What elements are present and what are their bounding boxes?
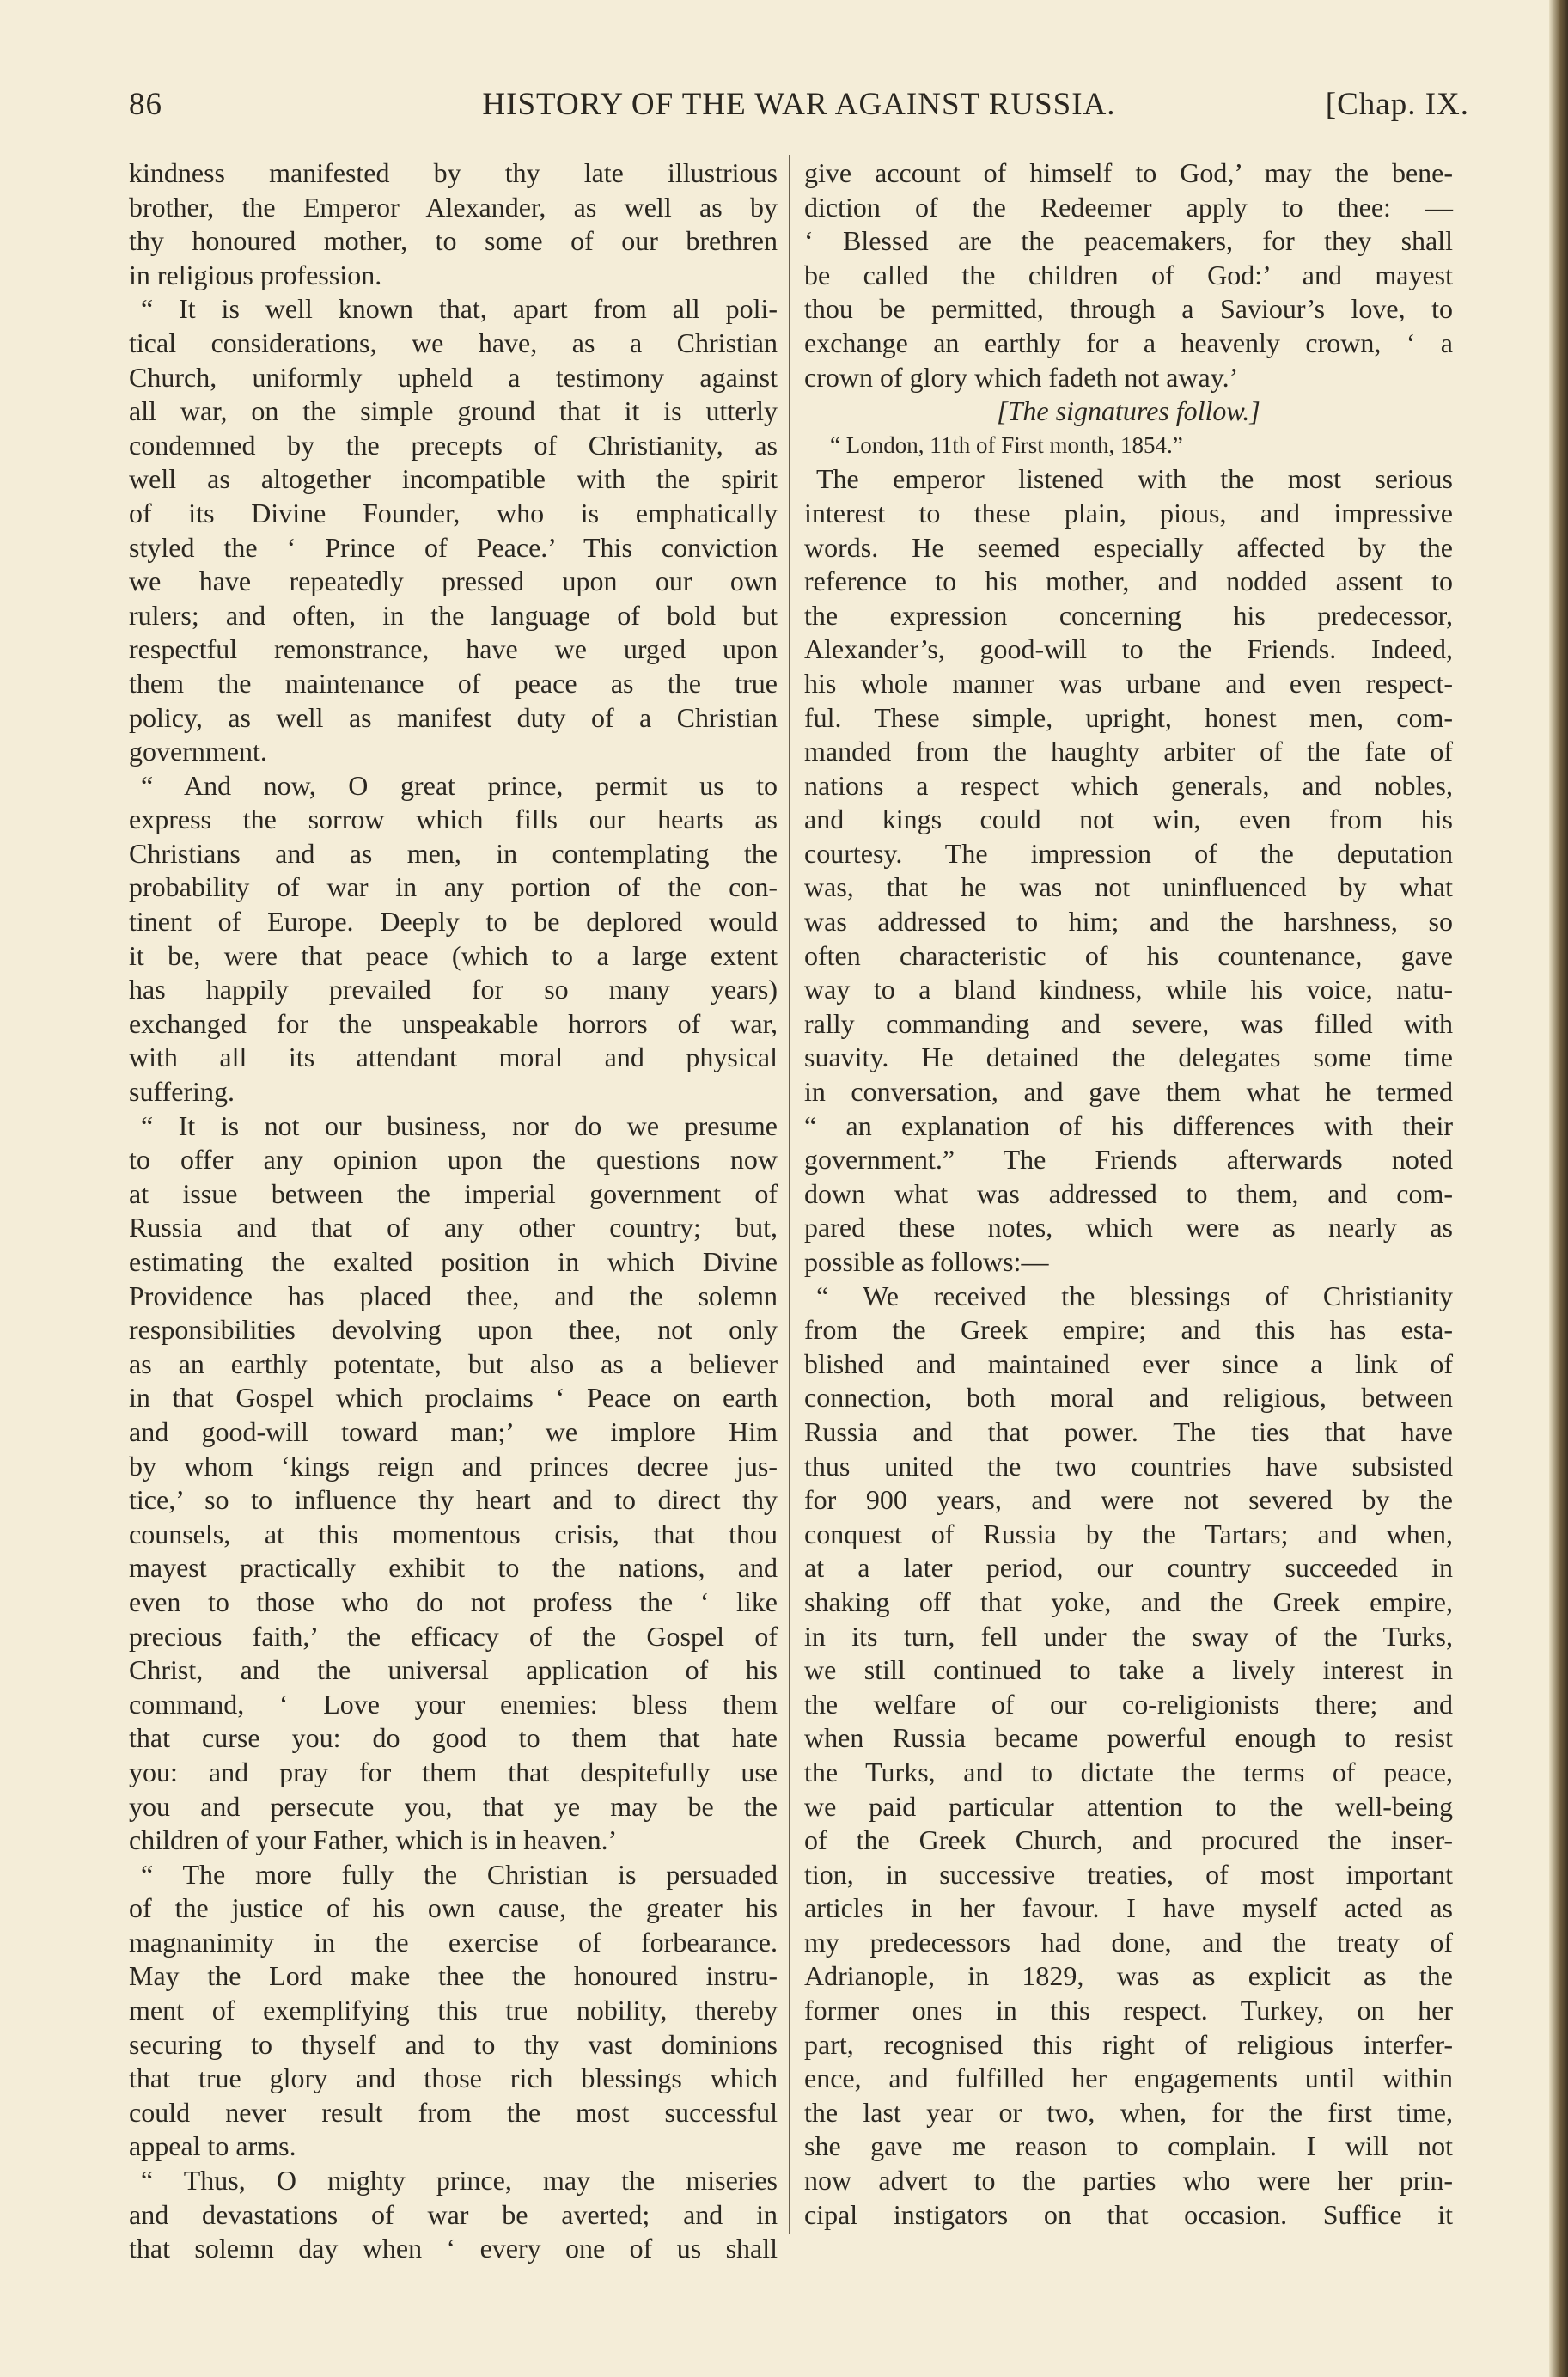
text-line: his whole manner was urbane and even respect- xyxy=(804,667,1453,699)
text-line: Adrianople, in 1829, was as explicit as the xyxy=(804,1960,1453,1992)
text-line: “ London, 11th of First month, 1854.” xyxy=(830,431,1183,458)
text-line: brother, the Emperor Alexander, as well as by xyxy=(129,191,778,223)
text-line: policy, as well as manifest duty of a Christian xyxy=(129,701,778,733)
left-column xyxy=(129,156,778,2266)
text-line: of the Greek Church, and procured the inser- xyxy=(804,1824,1453,1856)
text-line: government.” The Friends afterwards noted xyxy=(804,1144,1453,1176)
text-line: shaking off that yoke, and the Greek empire, xyxy=(804,1586,1453,1617)
text-line: as an earthly potentate, but also as a believer xyxy=(129,1347,778,1379)
text-line: in religious profession. xyxy=(129,259,382,290)
text-line: ful. These simple, upright, honest men, com- xyxy=(804,701,1453,733)
page-edge-shadow xyxy=(1549,0,1568,2377)
text-line: way to a bland kindness, while his voice, natu- xyxy=(804,974,1453,1005)
text-line: courtesy. The impression of the deputation xyxy=(804,837,1453,869)
text-line: styled the ‘ Prince of Peace.’ This conviction xyxy=(129,531,778,563)
text-line: precious faith,’ the efficacy of the Gospel of xyxy=(129,1620,778,1652)
paragraph xyxy=(804,156,1453,394)
text-line: thy honoured mother, to some of our brethren xyxy=(129,225,778,257)
text-line: pared these notes, which were as nearly as xyxy=(804,1212,1453,1243)
text-line: May the Lord make thee the honoured instru- xyxy=(129,1960,778,1992)
text-line: children of your Father, which is in heaven.’ xyxy=(129,1824,618,1856)
text-line: now advert to the parties who were her prin- xyxy=(804,2165,1453,2197)
text-line: and kings could not win, even from his xyxy=(804,804,1453,835)
text-line: Russia and that power. The ties that have xyxy=(804,1415,1453,1447)
text-line: responsibilities devolving upon thee, not only xyxy=(129,1314,778,1346)
text-line: Christ, and the universal application of his xyxy=(129,1654,778,1686)
text-line: ‘ Blessed are the peacemakers, for they shall xyxy=(804,225,1453,257)
text-line: my predecessors had done, and the treaty of xyxy=(804,1926,1453,1958)
text-line: “ And now, O great prince, permit us to xyxy=(141,769,778,801)
text-line: them the maintenance of peace as the true xyxy=(129,667,778,699)
text-line: that solemn day when ‘ every one of us shall xyxy=(129,2233,778,2264)
text-line: the welfare of our co-religionists there; and xyxy=(804,1688,1453,1720)
text-line: rally commanding and severe, was filled with xyxy=(804,1007,1453,1039)
text-line: diction of the Redeemer apply to thee: — xyxy=(804,191,1453,223)
text-line: down what was addressed to them, and com- xyxy=(804,1177,1453,1209)
text-line: tion, in successive treaties, of most important xyxy=(804,1858,1453,1890)
text-line: “ Thus, O mighty prince, may the miseries xyxy=(141,2165,778,2197)
right-column xyxy=(804,156,1453,2232)
text-line: give account of himself to God,’ may the bene- xyxy=(804,157,1453,188)
text-line: to offer any opinion upon the questions now xyxy=(129,1144,778,1176)
text-line: rulers; and often, in the language of bold but xyxy=(129,599,778,631)
text-line: “ It is well known that, apart from all poli- xyxy=(141,293,778,325)
text-line: part, recognised this right of religious interfer- xyxy=(804,2028,1453,2060)
text-line: was, that he was not uninfluenced by what xyxy=(804,871,1453,903)
text-line: condemned by the precepts of Christianity, as xyxy=(129,429,778,461)
text-line: reference to his mother, and nodded assent to xyxy=(804,565,1453,597)
text-line: with all its attendant moral and physical xyxy=(129,1042,778,1073)
text-line: mayest practically exhibit to the nations, and xyxy=(129,1552,778,1584)
text-line: blished and maintained ever since a link of xyxy=(804,1347,1453,1379)
text-line: when Russia became powerful enough to resist xyxy=(804,1722,1453,1754)
text-line: conquest of Russia by the Tartars; and when, xyxy=(804,1518,1453,1549)
text-line: it be, were that peace (which to a large extent xyxy=(129,939,778,971)
text-line: we still continued to take a lively interest in xyxy=(804,1654,1453,1686)
text-line: articles in her favour. I have myself acted as xyxy=(804,1892,1453,1924)
text-line: “ an explanation of his differences with their xyxy=(804,1109,1453,1141)
text-line: manded from the haughty arbiter of the fate of xyxy=(804,736,1453,767)
text-line: at issue between the imperial government of xyxy=(129,1177,778,1209)
text-line: and devastations of war be averted; and in xyxy=(129,2198,778,2230)
text-line: former ones in this respect. Turkey, on her xyxy=(804,1995,1453,2026)
text-line: probability of war in any portion of the con- xyxy=(129,871,778,903)
text-line: “ We received the blessings of Christianity xyxy=(816,1280,1453,1311)
text-line: “ The more fully the Christian is persuaded xyxy=(141,1858,778,1890)
text-line: Russia and that of any other country; but, xyxy=(129,1212,778,1243)
text-line: possible as follows:— xyxy=(804,1246,1049,1277)
dateline xyxy=(804,429,1453,463)
text-line: interest to these plain, pious, and impressive xyxy=(804,497,1453,529)
text-line: cipal instigators on that occasion. Suffice it xyxy=(804,2198,1453,2230)
text-line: Christians and as men, in contemplating the xyxy=(129,837,778,869)
text-line: government. xyxy=(129,736,267,767)
text-line: securing to thyself and to thy vast dominions xyxy=(129,2028,778,2060)
text-line: the Turks, and to dictate the terms of peace, xyxy=(804,1756,1453,1787)
text-line: appeal to arms. xyxy=(129,2130,296,2162)
text-line: from the Greek empire; and this has esta- xyxy=(804,1314,1453,1346)
text-line: tinent of Europe. Deeply to be deplored would xyxy=(129,906,778,938)
text-line: tice,’ so to influence thy heart and to direct thy xyxy=(129,1484,778,1516)
text-line: suffering. xyxy=(129,1076,235,1108)
chapter-label: [Chap. IX. xyxy=(1325,87,1469,122)
text-line: could never result from the most successful xyxy=(129,2096,778,2128)
text-line: connection, both moral and religious, between xyxy=(804,1382,1453,1414)
paragraph xyxy=(129,292,778,768)
text-line: The emperor listened with the most serious xyxy=(816,463,1453,495)
text-line: Providence has placed thee, and the solemn xyxy=(129,1280,778,1311)
text-line: at a later period, our country succeeded in xyxy=(804,1552,1453,1584)
text-line: exchange an earthly for a heavenly crown, ‘ a xyxy=(804,327,1453,358)
text-line: the last year or two, when, for the first time, xyxy=(804,2096,1453,2128)
text-line: ence, and fulfilled her engagements until within xyxy=(804,2062,1453,2094)
text-line: by whom ‘kings reign and princes decree jus- xyxy=(129,1450,778,1482)
text-line: Alexander’s, good-will to the Friends. Indeed, xyxy=(804,633,1453,665)
text-line: express the sorrow which fills our hearts as xyxy=(129,804,778,835)
text-line: kindness manifested by thy late illustrious xyxy=(129,157,778,188)
text-line: the expression concerning his predecessor, xyxy=(804,599,1453,631)
paragraph xyxy=(129,2164,778,2266)
text-line: you and persecute you, that ye may be the xyxy=(129,1790,778,1822)
text-line: that curse you: do good to them that hate xyxy=(129,1722,778,1754)
text-line: words. He seemed especially affected by the xyxy=(804,531,1453,563)
text-line: estimating the exalted position in which Divine xyxy=(129,1246,778,1277)
text-line: for 900 years, and were not severed by the xyxy=(804,1484,1453,1516)
page-number: 86 xyxy=(129,87,162,122)
text-line: command, ‘ Love your enemies: bless them xyxy=(129,1688,778,1720)
text-line: in that Gospel which proclaims ‘ Peace on earth xyxy=(129,1382,778,1414)
text-line: that true glory and those rich blessings which xyxy=(129,2062,778,2094)
text-line: exchanged for the unspeakable horrors of war, xyxy=(129,1007,778,1039)
running-title: HISTORY OF THE WAR AGAINST RUSSIA. xyxy=(482,87,1116,122)
text-line: has happily prevailed for so many years) xyxy=(129,974,778,1005)
paragraph xyxy=(804,462,1453,1279)
running-header xyxy=(129,86,1469,129)
text-line: well as altogether incompatible with the spirit xyxy=(129,463,778,495)
text-line: respectful remonstrance, have we urged upon xyxy=(129,633,778,665)
text-line: in conversation, and gave them what he termed xyxy=(804,1076,1453,1108)
paragraph xyxy=(129,1858,778,2164)
paragraph xyxy=(804,1280,1453,2233)
text-line: thou be permitted, through a Saviour’s love, to xyxy=(804,293,1453,325)
text-line: of its Divine Founder, who is emphatically xyxy=(129,497,778,529)
paragraph xyxy=(129,769,778,1109)
text-line: we paid particular attention to the well-being xyxy=(804,1790,1453,1822)
text-line: be called the children of God:’ and mayest xyxy=(804,259,1453,290)
text-line: of the justice of his own cause, the greater his xyxy=(129,1892,778,1924)
text-line: magnanimity in the exercise of forbearance. xyxy=(129,1926,778,1958)
text-line: all war, on the simple ground that it is utterly xyxy=(129,395,778,427)
text-line: thus united the two countries have subsisted xyxy=(804,1450,1453,1482)
text-line: [The signatures follow.] xyxy=(997,395,1260,427)
text-line: we have repeatedly pressed upon our own xyxy=(129,565,778,597)
text-line: ment of exemplifying this true nobility, thereby xyxy=(129,1995,778,2026)
paragraph xyxy=(129,1109,778,1858)
text-line: crown of glory which fadeth not away.’ xyxy=(804,361,1239,393)
text-line: in its turn, fell under the sway of the Turks, xyxy=(804,1620,1453,1652)
text-line: tical considerations, we have, as a Christian xyxy=(129,327,778,358)
paragraph xyxy=(129,156,778,292)
signature-note xyxy=(804,394,1453,429)
text-line: suavity. He detained the delegates some time xyxy=(804,1042,1453,1073)
text-line: and good-will toward man;’ we implore Him xyxy=(129,1415,778,1447)
text-line: was addressed to him; and the harshness, so xyxy=(804,906,1453,938)
column-divider xyxy=(789,155,790,2234)
text-line: even to those who do not profess the ‘ like xyxy=(129,1586,778,1617)
text-line: you: and pray for them that despitefully use xyxy=(129,1756,778,1787)
text-line: counsels, at this momentous crisis, that thou xyxy=(129,1518,778,1549)
text-line: Church, uniformly upheld a testimony against xyxy=(129,361,778,393)
text-line: “ It is not our business, nor do we presume xyxy=(141,1109,778,1141)
text-line: often characteristic of his countenance, gave xyxy=(804,939,1453,971)
text-line: she gave me reason to complain. I will not xyxy=(804,2130,1453,2162)
text-line: nations a respect which generals, and nobles, xyxy=(804,769,1453,801)
